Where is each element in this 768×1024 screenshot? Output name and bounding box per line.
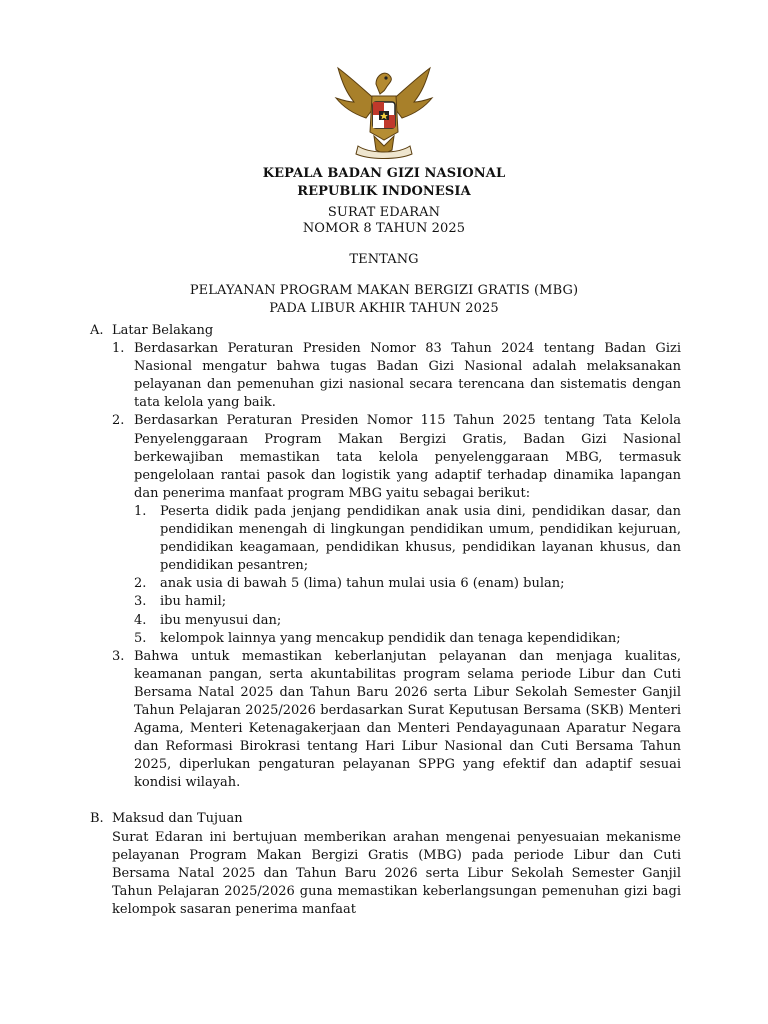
sub-list-item-text: kelompok lainnya yang mencakup pendidik dan tenaga kependidikan; [160, 630, 621, 646]
section-a-heading [90, 322, 681, 340]
sub-list-item-text: ibu menyusui dan; [160, 612, 282, 628]
document-body [90, 322, 681, 919]
list-marker: 1. [112, 341, 125, 357]
sub-list-item-text: ibu hamil; [160, 594, 227, 610]
sub-list-item [90, 503, 681, 575]
list-marker: 3. [112, 648, 125, 664]
list-item-text: Berdasarkan Peraturan Presiden Nomor 83 Tahun 2024 tentang Badan Gizi Nasional mengatur bahwa tugas Badan Gizi Nasional adalah melaksanakan pelayanan dan pemenuhan gizi nasional secara terencana dan sistematis dengan tata kelola yang baik. [134, 341, 681, 411]
garuda-emblem-icon [328, 62, 440, 162]
sub-list-item [90, 575, 681, 593]
issuer-title-line1: KEPALA BADAN GIZI NASIONAL [262, 166, 506, 181]
list-item-text: Berdasarkan Peraturan Presiden Nomor 115 Tahun 2025 tentang Tata Kelola Penyelenggaraan Program Makan Bergizi Gratis, Badan Gizi Nasional berkewajiban memastikan tata kelola penyelenggaraan MBG, termasuk pengelolaan rantai pasok dan logistik yang adaptif terhadap dinamika lapangan dan penerima manfaat program MBG yaitu sebagai berikut: [134, 413, 681, 501]
sub-list-item [90, 593, 681, 611]
section-b-paragraph: Surat Edaran ini bertujuan memberikan arahan mengenai penyesuaian mekanisme pelayanan Program Makan Bergizi Gratis (MBG) pada periode Libur dan Cuti Bersama Natal 2025 dan Tahun Baru 2026 serta Libur Sekolah Semester Ganjil Tahun Pelajaran 2025/2026 guna memastikan keberlangsungan pemenuhan gizi bagi kelompok sasaran penerima manfaat [112, 829, 681, 917]
list-marker: 2. [134, 576, 147, 592]
list-item-text: Bahwa untuk memastikan keberlanjutan pelayanan dan menjaga kualitas, keamanan pangan, serta akuntabilitas program selama periode Libur dan Cuti Bersama Natal 2025 dan Tahun Baru 2026 serta Libur Sekolah Semester Ganjil Tahun Pelajaran 2025/2026 berdasarkan Surat Keputusan Bersama (SKB) Menteri Agama, Menteri Ketenagakerjaan dan Menteri Pendayagunaan Aparatur Negara dan Reformasi Birokrasi tentang Hari Libur Nasional dan Cuti Bersama Tahun 2025, diperlukan pengaturan pelayanan SPPG yang efektif dan adaptif sesuai kondisi wilayah. [134, 648, 681, 791]
list-item [90, 648, 681, 793]
document-type: SURAT EDARAN [327, 205, 441, 220]
list-item [90, 340, 681, 412]
subject-line2: PADA LIBUR AKHIR TAHUN 2025 [269, 301, 499, 316]
sub-list-item-text: Peserta didik pada jenjang pendidikan anak usia dini, pendidikan dasar, dan pendidikan menengah di lingkungan pendidikan umum, pendidikan kejuruan, pendidikan keagamaan, pendidikan khusus, pendidikan layanan khusus, dan pendidikan pesantren; [160, 503, 681, 574]
sub-list-item [90, 612, 681, 630]
list-item [90, 412, 681, 502]
section-spacer [90, 792, 681, 810]
list-marker: 3. [134, 594, 147, 610]
section-b-marker: B. [90, 811, 104, 827]
section-b-title: Maksud dan Tujuan [112, 811, 243, 827]
issuer-title-line2: REPUBLIK INDONESIA [297, 184, 471, 199]
document-about: TENTANG [349, 252, 419, 267]
section-a-title: Latar Belakang [112, 323, 214, 338]
list-marker: 2. [112, 413, 125, 429]
subject-line1: PELAYANAN PROGRAM MAKAN BERGIZI GRATIS (MBG) [189, 283, 579, 298]
list-marker: 5. [134, 630, 147, 646]
sub-list-item [90, 630, 681, 648]
list-marker: 1. [134, 503, 147, 519]
list-marker: 4. [134, 612, 147, 628]
section-a-marker: A. [90, 323, 104, 338]
section-b-heading [90, 810, 681, 828]
sub-list-item-text: anak usia di bawah 5 (lima) tahun mulai usia 6 (enam) bulan; [160, 576, 565, 592]
document-number: NOMOR 8 TAHUN 2025 [302, 221, 466, 236]
